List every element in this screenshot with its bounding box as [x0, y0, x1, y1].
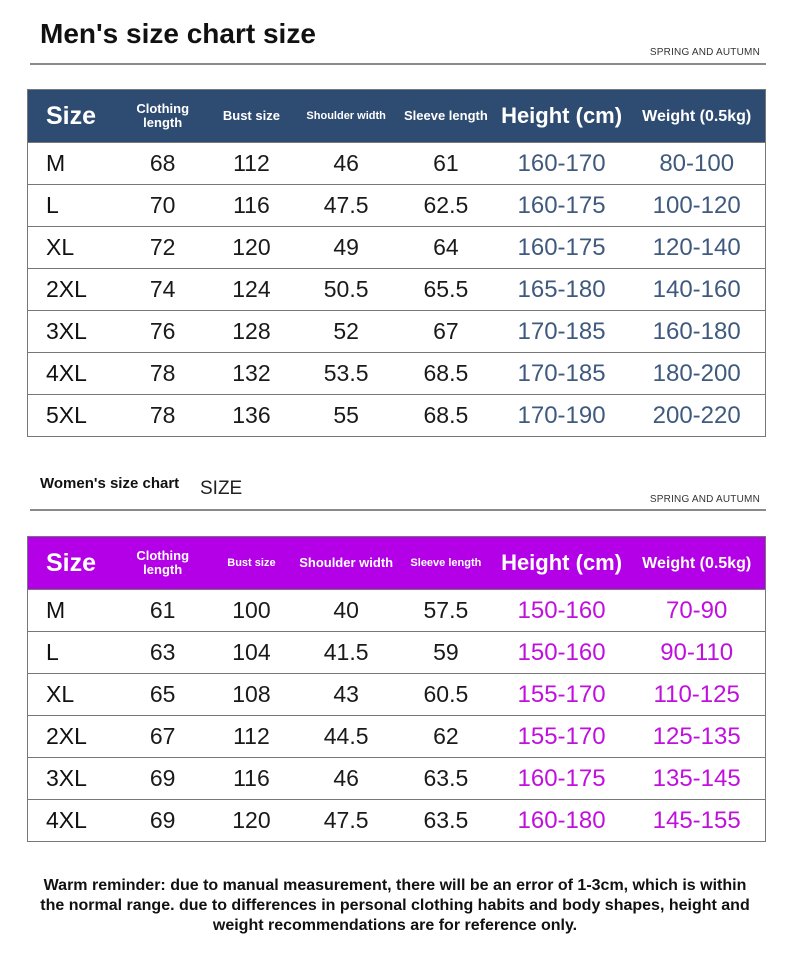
cell-weight: 140-160 [652, 275, 741, 303]
cell-weight: 135-145 [652, 764, 741, 792]
table-row [28, 226, 765, 268]
header-sleeve-length: Sleeve length [410, 556, 482, 569]
cell-clothing-length: 69 [149, 807, 176, 833]
cell-sleeve-length: 57.5 [423, 597, 469, 623]
cell-weight: 160-180 [652, 317, 741, 345]
cell-height: 160-170 [517, 149, 606, 177]
cell-shoulder-width: 40 [333, 597, 359, 623]
cell-bust-size: 100 [232, 597, 271, 623]
cell-bust-size: 116 [233, 192, 270, 218]
cell-height: 170-185 [517, 359, 606, 387]
cell-weight: 125-135 [652, 722, 741, 750]
cell-bust-size: 124 [232, 276, 271, 302]
header-shoulder-width: Shoulder width [299, 555, 394, 570]
cell-height: 155-170 [517, 722, 606, 750]
cell-bust-size: 104 [232, 639, 271, 665]
header-weight: Weight (0.5kg) [642, 107, 752, 125]
header-bust-size: Bust size [227, 556, 276, 569]
header-height: Height (cm) [501, 103, 623, 128]
cell-sleeve-length: 67 [433, 318, 459, 344]
cell-weight: 180-200 [652, 359, 741, 387]
cell-size: L [46, 192, 59, 218]
cell-weight: 200-220 [652, 401, 741, 429]
cell-clothing-length: 63 [149, 639, 176, 665]
men-chart-title: Men's size chart size [40, 18, 316, 49]
cell-sleeve-length: 68.5 [423, 402, 469, 428]
cell-shoulder-width: 41.5 [323, 639, 369, 665]
cell-size: XL [46, 681, 75, 707]
cell-shoulder-width: 46 [333, 150, 359, 176]
cell-sleeve-length: 62 [433, 723, 459, 749]
table-row [28, 799, 765, 841]
cell-height: 160-175 [517, 191, 606, 219]
cell-height: 150-160 [517, 638, 606, 666]
cell-weight: 80-100 [659, 149, 735, 177]
cell-size: 5XL [46, 402, 87, 428]
cell-sleeve-length: 60.5 [423, 681, 469, 707]
header-bust-size: Bust size [222, 108, 280, 123]
cell-height: 170-185 [517, 317, 606, 345]
table-row [28, 352, 765, 394]
header-shoulder-width: Shoulder width [306, 109, 386, 122]
header-size: Size [46, 548, 97, 577]
women-season-label: SPRING AND AUTUMN [649, 494, 760, 505]
cell-weight: 90-110 [660, 638, 734, 666]
cell-clothing-length: 65 [149, 681, 176, 707]
cell-sleeve-length: 59 [433, 639, 459, 665]
cell-size: 2XL [46, 723, 87, 749]
cell-height: 155-170 [517, 680, 606, 708]
cell-sleeve-length: 62.5 [423, 192, 469, 218]
cell-height: 160-175 [517, 764, 606, 792]
cell-shoulder-width: 50.5 [323, 276, 369, 302]
table-row [28, 310, 765, 352]
women-chart-title-extra: SIZE [200, 478, 243, 499]
cell-weight: 100-120 [652, 191, 741, 219]
cell-clothing-length: 67 [149, 723, 176, 749]
table-row [28, 142, 765, 184]
women-header-row [28, 537, 765, 589]
cell-size: L [46, 639, 59, 665]
cell-bust-size: 136 [232, 402, 271, 428]
cell-bust-size: 112 [233, 723, 270, 749]
cell-clothing-length: 78 [149, 360, 176, 386]
cell-sleeve-length: 68.5 [423, 360, 469, 386]
women-divider [30, 509, 766, 511]
cell-height: 160-180 [517, 806, 606, 834]
cell-height: 150-160 [517, 596, 606, 624]
header-size: Size [46, 101, 97, 130]
header-clothing-length: Clothing length [136, 548, 190, 577]
cell-shoulder-width: 53.5 [323, 360, 369, 386]
cell-clothing-length: 74 [149, 276, 176, 302]
cell-clothing-length: 61 [149, 597, 176, 623]
cell-sleeve-length: 61 [433, 150, 459, 176]
men-header-row [28, 90, 765, 142]
cell-shoulder-width: 55 [333, 402, 359, 428]
warm-reminder-note: Warm reminder: due to manual measurement, there will be an error of 1-3cm, which is within the normal range. due to differences in personal clothing habits and body shapes, height and weight recommendations are for reference only. [40, 877, 750, 934]
cell-weight: 120-140 [652, 233, 741, 261]
cell-weight: 145-155 [652, 806, 741, 834]
women-size-table [27, 536, 766, 842]
cell-size: M [46, 150, 66, 176]
cell-size: 4XL [46, 360, 87, 386]
table-row [28, 715, 765, 757]
cell-height: 160-175 [517, 233, 606, 261]
cell-height: 170-190 [517, 401, 606, 429]
cell-shoulder-width: 43 [333, 681, 359, 707]
cell-size: M [46, 597, 66, 623]
table-row [28, 589, 765, 631]
cell-size: 3XL [46, 765, 87, 791]
header-clothing-length: Clothing length [136, 101, 190, 130]
table-row [28, 184, 765, 226]
header-weight: Weight (0.5kg) [642, 554, 752, 572]
cell-clothing-length: 69 [149, 765, 176, 791]
cell-size: 2XL [46, 276, 87, 302]
cell-bust-size: 128 [232, 318, 271, 344]
cell-bust-size: 108 [232, 681, 271, 707]
cell-bust-size: 132 [232, 360, 271, 386]
table-row [28, 631, 765, 673]
cell-sleeve-length: 63.5 [423, 807, 469, 833]
cell-shoulder-width: 52 [333, 318, 359, 344]
cell-shoulder-width: 44.5 [323, 723, 369, 749]
table-row [28, 394, 765, 436]
header-height: Height (cm) [501, 550, 623, 575]
cell-height: 165-180 [517, 275, 606, 303]
cell-shoulder-width: 47.5 [323, 807, 369, 833]
table-row [28, 268, 765, 310]
cell-size: XL [46, 234, 75, 260]
cell-clothing-length: 72 [149, 234, 176, 260]
cell-weight: 70-90 [665, 596, 728, 624]
table-row [28, 673, 765, 715]
table-row [28, 757, 765, 799]
cell-size: 4XL [46, 807, 87, 833]
cell-shoulder-width: 46 [333, 765, 359, 791]
women-chart-title: Women's size chart [40, 475, 180, 492]
cell-clothing-length: 70 [149, 192, 176, 218]
cell-clothing-length: 76 [149, 318, 176, 344]
men-divider [30, 63, 766, 65]
header-sleeve-length: Sleeve length [403, 108, 488, 123]
men-size-table [27, 89, 766, 437]
cell-clothing-length: 68 [149, 150, 176, 176]
cell-sleeve-length: 65.5 [423, 276, 469, 302]
cell-bust-size: 112 [233, 150, 270, 176]
cell-bust-size: 120 [232, 234, 271, 260]
cell-shoulder-width: 49 [333, 234, 359, 260]
cell-weight: 110-125 [653, 680, 740, 708]
cell-size: 3XL [46, 318, 87, 344]
cell-sleeve-length: 63.5 [423, 765, 469, 791]
cell-bust-size: 116 [233, 765, 270, 791]
men-season-label: SPRING AND AUTUMN [649, 47, 760, 58]
cell-clothing-length: 78 [149, 402, 176, 428]
cell-shoulder-width: 47.5 [323, 192, 369, 218]
cell-sleeve-length: 64 [433, 234, 459, 260]
cell-bust-size: 120 [232, 807, 271, 833]
